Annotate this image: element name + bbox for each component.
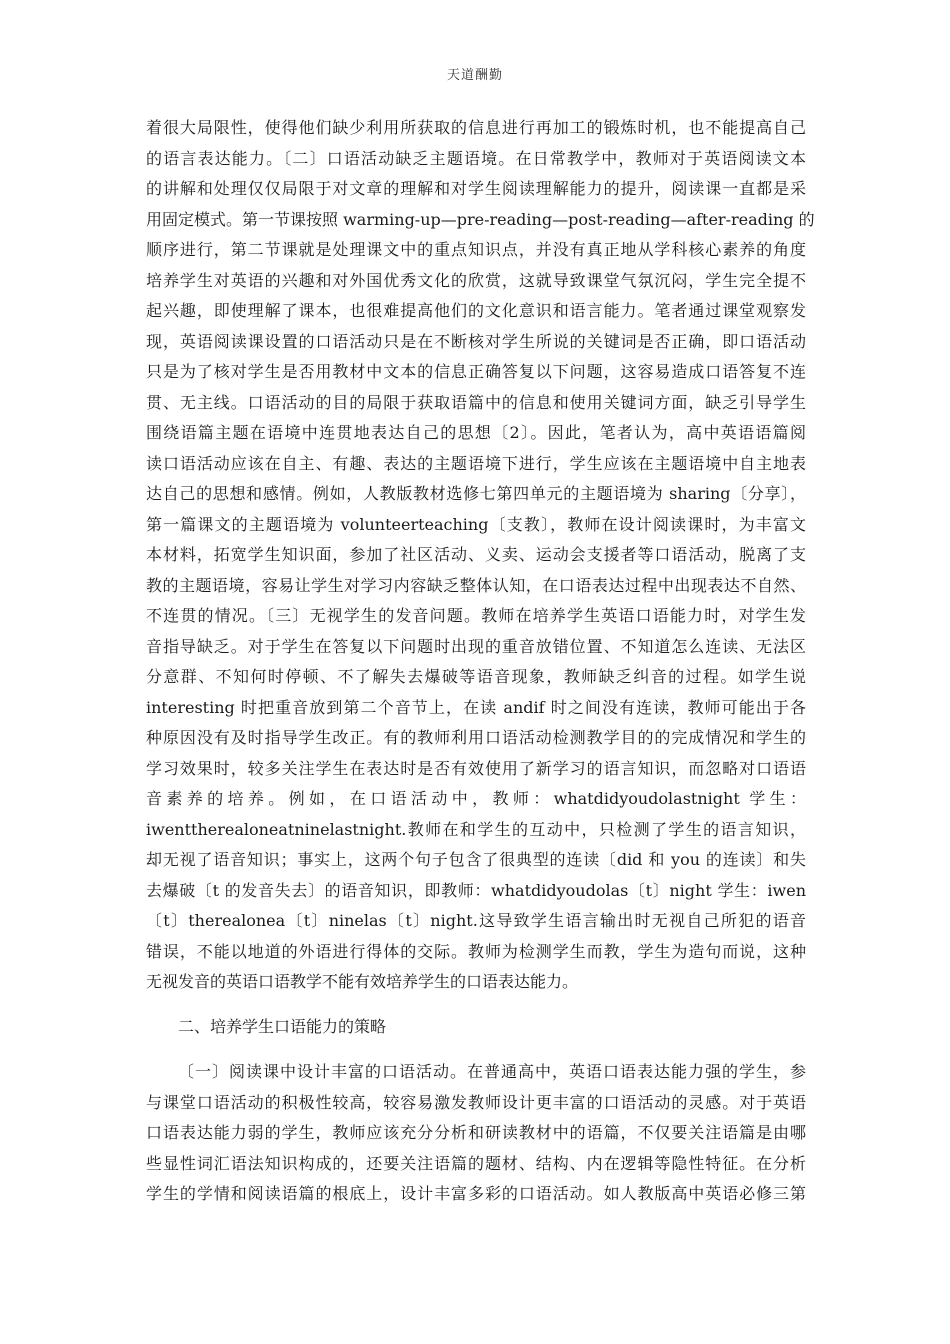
text-line: 〔t〕therealonea〔t〕ninelas〔t〕night.这导致学生语言输出时无视自己所犯的语音 [146, 911, 806, 930]
text-line: 与课堂口语活动的积极性较高，较容易激发教师设计更丰富的口语活动的灵感。对于英语 [146, 1092, 806, 1112]
text-line: 达自己的思想和感情。例如，人教版教材选修七第四单元的主题语境为 sharing〔分享〕， [146, 484, 806, 503]
text-line: 围绕语篇主题在语境中连贯地表达自己的思想〔2〕。因此，笔者认为，高中英语语篇阅 [146, 423, 806, 442]
text-line: 的语言表达能力。〔二〕口语活动缺乏主题语境。在日常教学中，教师对于英语阅读文本 [146, 148, 806, 168]
text-line: 音素养的培养。例如，在口语活动中，教师：whatdidyoudolastnight 学生： [146, 789, 806, 808]
text-line: 无视发音的英语口语教学不能有效培养学生的口语表达能力。 [146, 972, 579, 991]
text-line: 现，英语阅读课设置的口语活动只是在不断核对学生所说的关键词是否正确，即口语活动 [146, 331, 806, 351]
text-line: 顺序进行，第二节课就是处理课文中的重点知识点，并没有真正地从学科核心素养的角度 [146, 240, 806, 259]
text-line: 的讲解和处理仅仅局限于对文章的理解和对学生阅读理解能力的提升，阅读课一直都是采 [146, 179, 806, 198]
text-line: 着很大局限性，使得他们缺少利用所获取的信息进行再加工的锻炼时机，也不能提高自己 [146, 118, 806, 137]
text-line: 些显性词汇语法知识构成的，还要关注语篇的题材、结构、内在逻辑等隐性特征。在分析 [146, 1153, 806, 1173]
text-line: interesting 时把重音放到第二个音节上，在读 andif 时之间没有连读，教师可能出于各 [146, 697, 806, 717]
text-line: 口语表达能力弱的学生，教师应该充分分析和研读教材中的语篇，不仅要关注语篇是由哪 [146, 1123, 806, 1142]
text-line: 学生的学情和阅读语篇的根底上，设计丰富多彩的口语活动。如人教版高中英语必修三第 [146, 1184, 806, 1203]
page-header: 天道酬勤 [446, 68, 503, 83]
text-line: 起兴趣，即使理解了课本，也很难提高他们的文化意识和语言能力。笔者通过课堂观察发 [146, 301, 806, 320]
text-line: 分意群、不知何时停顿、不了解失去爆破等语音现象，教师缺乏纠音的过程。如学生说 [146, 667, 806, 686]
text-line: 错误，不能以地道的外语进行得体的交际。教师为检测学生而教，学生为造句而说，这种 [146, 941, 806, 961]
text-line: 〔一〕阅读课中设计丰富的口语活动。在普通高中，英语口语表达能力强的学生，参 [178, 1062, 806, 1081]
paragraph-1 [146, 113, 815, 998]
text-line: 用固定模式。第一节课按照 warming-up—pre-reading—post-reading—after-reading 的 [146, 209, 815, 229]
text-line: 种原因没有及时指导学生改正。有的教师利用口语活动检测教学目的的完成情况和学生的 [146, 728, 806, 747]
text-line: 去爆破〔t 的发音失去〕的语音知识，即教师：whatdidyoudolas〔t〕night 学生：iwen [146, 880, 806, 900]
text-line: iwenttherealoneatninelastnight.教师在和学生的互动中，只检测了学生的语言知识， [146, 819, 806, 839]
text-line: 本材料，拓宽学生知识面，参加了社区活动、义卖、运动会支援者等口语活动，脱离了支 [146, 545, 806, 564]
text-line: 贯、无主线。口语活动的目的局限于获取语篇中的信息和使用关键词方面，缺乏引导学生 [146, 392, 806, 412]
text-line: 培养学生对英语的兴趣和对外国优秀文化的欣赏，这就导致课堂气氛沉闷，学生完全提不 [146, 270, 806, 290]
text-line: 第一篇课文的主题语境为 volunteerteaching〔支教〕，教师在设计阅读课时，为丰富文 [146, 514, 806, 534]
text-line: 教的主题语境，容易让学生对学习内容缺乏整体认知，在口语表达过程中出现表达不自然、 [146, 575, 806, 595]
text-line: 读口语活动应该在自主、有趣、表达的主题语境下进行，学生应该在主题语境中自主地表 [146, 453, 806, 473]
text-line: 学习效果时，较多关注学生在表达时是否有效使用了新学习的语言知识，而忽略对口语语 [146, 758, 806, 778]
text-line: 不连贯的情况。〔三〕无视学生的发音问题。教师在培养学生英语口语能力时，对学生发 [146, 606, 806, 625]
section-heading: 二、培养学生口语能力的策略 [178, 1017, 387, 1036]
text-line: 只是为了核对学生是否用教材中文本的信息正确答复以下问题，这容易造成口语答复不连 [146, 362, 806, 381]
text-line: 音指导缺乏。对于学生在答复以下问题时出现的重音放错位置、不知道怎么连读、无法区 [146, 636, 806, 656]
paragraph-2 [146, 1057, 806, 1210]
text-line: 却无视了语音知识；事实上，这两个句子包含了很典型的连读〔did 和 you 的连读〕和失 [146, 850, 806, 869]
